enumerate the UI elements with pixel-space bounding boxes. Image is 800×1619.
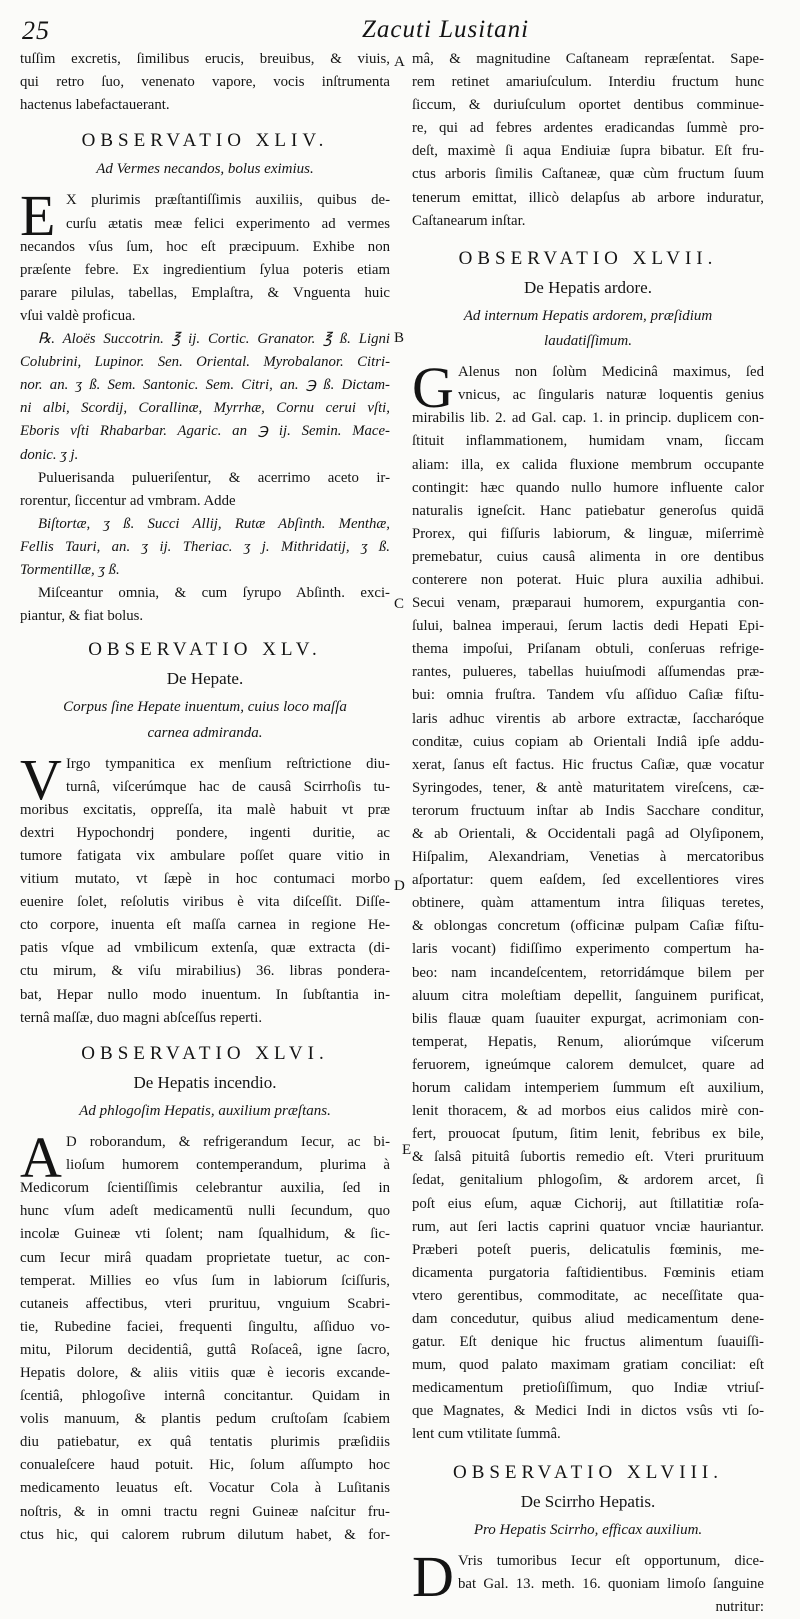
text-line: incolæ Guineæ vti ſolent; nam ſqualhidum, & ſic-: [20, 1226, 390, 1243]
text-line: ternâ maſſæ, duo magni abſceſſus reperti.: [20, 1009, 263, 1026]
text-line: & oblongas concretum (officinæ pulpam Caſiæ fiſtu-: [412, 918, 764, 935]
text-line: ctus arboris ſimilis Caſtaneæ, quæ cùm fructum ſuum: [412, 166, 764, 183]
observation-47-subtitle: laudatiſſimum.: [544, 333, 632, 350]
text-line: mirabilis lib. 2. ad Gal. cap. 1. in princip. duplicem con-: [412, 410, 764, 427]
text-line: Irgo tympanitica ex menſium reſtrictione diu-: [66, 755, 390, 772]
text-line: feruorem, igneúmque calorem demulcet, quare ad: [412, 1056, 764, 1073]
text-line: Hiſpalim, Alexandriam, Venetias à mercatoribus: [412, 849, 764, 866]
text-line: moribus excitatis, oppreſſa, ita malè habuit vt præ: [20, 801, 390, 818]
recipe-additions: [20, 513, 390, 582]
text-line: tumore fatigata vix ambulare poſſet quare vitio in: [20, 848, 390, 864]
running-title: Zacuti Lusitani: [362, 16, 530, 43]
margin-letter-e: E: [402, 1142, 412, 1158]
recipe-line: Fellis Tauri, an. ʒ ij. Theriac. ʒ j. Mithridatij, ʒ ß.: [20, 538, 390, 555]
text-line: beo: nam incandeſcentem, retorridámque bilem per: [412, 964, 764, 981]
recipe-line: Tormentillæ, ʒ ß.: [20, 561, 120, 578]
text-line: ſcentiâ, phlogoſive internâ concitantur. Quidam in: [20, 1388, 390, 1405]
text-line: D roborandum, & refrigerandum Iecur, ac bi-: [66, 1134, 390, 1151]
text-line: gatur. Eſt denique hic fructus alimentum ſuauiſſi-: [412, 1334, 764, 1351]
text-line: horum calidam intemperiem ſummum eſt auxilium,: [412, 1080, 764, 1097]
text-line: mitu, Pilorum decidentiâ, guttâ Roſaceâ, igne ſacro,: [20, 1341, 390, 1358]
text-line: cto corpore, inuenta eſt maſſa carnea in regione He-: [20, 917, 390, 934]
text-line: re, qui ad febres ardentes eradicandas ſummè pro-: [412, 120, 764, 137]
text-line: dam concedutur, quibus aliud medicamentum dene-: [412, 1310, 764, 1327]
drop-cap: E: [20, 183, 56, 249]
text-line: aliam: illa, ex calida fluxione membrum occupante: [412, 456, 764, 473]
text-line: dextri Hypochondrj pondere, ingenti duritie, ac: [20, 824, 390, 841]
left-column: [20, 48, 390, 1547]
text-line: conualeſcere haud potuit. Hic, ſolum aſſumpto hoc: [20, 1457, 390, 1474]
observation-45-body: [20, 746, 390, 1030]
text-line: thema impoſui, Priſanam obtuli, conſeruas refrige-: [412, 641, 764, 658]
observation-48-subtitle: Pro Hepatis Scirrho, efficax auxilium.: [473, 1521, 703, 1538]
observation-46-subtitle: Ad phlogoſim Hepatis, auxilium præſtans.: [79, 1102, 331, 1119]
text-line: vtero gerentibus, commoditate, ac neceſſitate qua-: [412, 1287, 764, 1304]
text-line: ctus hic, qui calorem rubrum dilutum habet, & for-: [20, 1526, 390, 1543]
text-line: fert, prouocat ſputum, ſitim lenit, febribus ex bile,: [412, 1126, 764, 1143]
text-line: necandos vſus ſum, hoc eſt præcipuum. Exhibe non: [20, 238, 390, 255]
text-line: premebatur, cuius causâ alimenta in ore dentibus: [412, 548, 764, 565]
text-line: rantes, pulueres, tabellas huiuſmodi aſſumendas præ-: [412, 664, 764, 681]
observation-46-body: [20, 1125, 390, 1547]
page-header: [22, 16, 770, 50]
text-line: laris vocant) fidiſſimo experimento compertum ha-: [412, 941, 764, 958]
page-number: 25: [22, 16, 50, 45]
observation-44-body: [20, 183, 390, 328]
observation-47-heading: OBSERVATIO XLVII.: [458, 247, 718, 269]
text-line: diu patiebatur, ex quâ tentatis plurimis præſidiis: [20, 1434, 390, 1451]
observation-47-subtitle: Ad internum Hepatis ardorem, præſidium: [463, 307, 713, 324]
text-line: ſului, balnea imperaui, ſerum lactis dedi Hepati Epi-: [412, 618, 764, 635]
text-line: contingit: hæc quando nullo humore influente calor: [412, 479, 764, 496]
text-line: temperat. Millies eo vſus ſum in labiorum ſciſſuris,: [20, 1272, 390, 1289]
text-line: deſt, maximè ſi aqua Endiuiæ ſupra bibatur. Eſt fru-: [412, 143, 764, 160]
text-line: X plurimis præſtantiſſimis auxiliis, quibus de-: [66, 192, 390, 209]
text-line: aſportatur: quem eaſdem, ſed excellentiores vires: [412, 872, 764, 889]
drop-cap: D: [412, 1543, 454, 1609]
recipe-line: nor. an. ʒ ß. Sem. Santonic. Sem. Citri, an. ℈ ß. Dictam-: [20, 377, 390, 394]
text-line: medicamentum pretioſiſſimum, quo Indiæ vtriuſ-: [412, 1380, 764, 1397]
text-line: conditæ, cuius copiam ab Orientali Indiâ ipſe addu-: [412, 733, 764, 750]
observation-48-heading: OBSERVATIO XLVIII.: [452, 1461, 724, 1483]
recipe-line: Eboris vſti Rhabarbar. Agaric. an ℈ ij. Semin. Mace-: [20, 423, 390, 440]
text-line: que Magnates, & Medici Indi in dictos vsûs vti ſo-: [412, 1403, 764, 1420]
catchword: nutritur:: [715, 1599, 764, 1615]
recipe-line: Colubrini, Lupinor. Sen. Oriental. Myrobalanor. Citri-: [20, 354, 390, 371]
text-line: ſtituit inflammationem, humidam vnam, ſiccam: [412, 433, 764, 450]
text-line: curſu ætatis meæ felici experimento ad vermes: [66, 215, 390, 232]
text-line: tuſſim excretis, ſimilibus erucis, breuibus, & viuis,: [20, 51, 390, 67]
text-line: rorentur, ſiccentur ad vmbram. Adde: [20, 492, 236, 509]
text-line: piantur, & fiat bolus.: [20, 608, 144, 625]
text-line: terorum fructuum inſtar ab Indis Sacchare conditur,: [412, 802, 764, 819]
margin-letter-c: C: [394, 596, 405, 612]
text-line: Syringodes, tener, & antè maturitatem vireſcens, cæ-: [412, 779, 764, 796]
observation-45-subheading: De Hepate.: [166, 669, 244, 689]
text-line: mâ, & magnitudine Caſtaneam repræſentat. Sape-: [412, 51, 764, 67]
text-line: naturalis igneſcit. Hanc patiebatur generoſus quidā: [412, 502, 764, 519]
observation-45-subtitle: Corpus ſine Hepate inuentum, cuius loco maſſa: [63, 699, 347, 716]
text-line: laris adhuc virentis ab arbore extractæ, ſaccharóque: [412, 710, 764, 727]
text-line: cutaneis affectibus, vteri prurituu, vnguium Scabri-: [20, 1295, 390, 1312]
text-line: & ab Orientali, & Occidentali pagâ ad Olyſiponem,: [412, 826, 764, 842]
text-line: tie, Rubedine faciei, frequenti ſingultu, aſſiduo vo-: [20, 1318, 390, 1335]
text-line: Puluerisanda pulueriſentur, & acerrimo aceto ir-: [38, 469, 390, 486]
text-line: bat, Hepar nullo modo inuentum. In ſubſtantia in-: [20, 986, 390, 1003]
text-line: bat Gal. 13. meth. 16. quoniam limoſo ſanguine: [458, 1575, 764, 1592]
text-line: obtinere, quàm attamentum intra ſiliquas teretes,: [412, 895, 764, 912]
recipe-line: Biſtortæ, ʒ ß. Succi Allij, Rutæ Abſinth. Menthæ,: [38, 515, 390, 532]
text-line: temperat, Hepatis, Renum, aliorúmque viſcerum: [412, 1033, 764, 1050]
observation-48-subheading: De Scirrho Hepatis.: [520, 1491, 656, 1511]
text-line: parare pilulas, tabellas, Emplaſtra, & Vnguenta huic: [20, 284, 390, 301]
text-line: qui retro ſuo, venenato vapore, vocis inſtrumenta: [20, 74, 390, 91]
text-line: vſui valdè proficua.: [20, 307, 136, 324]
observation-47-subheading: De Hepatis ardore.: [524, 277, 652, 297]
text-line: & ſalsâ pituitâ ſubortis remedio eſt. Vteri prurituum: [412, 1149, 764, 1166]
text-line: patis vſque ad vmbilicum extenſa, quæ extracta (di-: [20, 940, 390, 957]
recipe-line: ℞. Aloës Succotrin. ℥ ij. Cortic. Granator. ℥ ß. Ligni: [38, 331, 390, 348]
observation-48-body: [412, 1543, 764, 1619]
text-line: Hepatis dolore, & aliis vitiis quæ è iecoris excande-: [20, 1364, 390, 1381]
right-column: [412, 48, 764, 1619]
text-line: Medicorum ſcientiſſimis celebrantur auxilia, ſed in: [20, 1180, 390, 1197]
text-line: vnicus, ac ſingularis naturæ loquentis genius: [458, 387, 764, 404]
text-line: bilis flauæ quam ſuauiter expurgat, acrimoniam con-: [412, 1010, 764, 1027]
text-line: Secui venam, præparaui humorem, expurgantia con-: [412, 595, 764, 612]
observation-44-heading: OBSERVATIO XLIV.: [81, 130, 329, 152]
text-line: bui: omnia fruſtra. Tandem vſu aſſiduo Caſiæ fiſtu-: [412, 687, 764, 704]
text-line: tenerum emittat, illicò delapſus ab arbore induratur,: [412, 189, 764, 206]
text-line: noſtris, & in omni tractu regni Guineæ naſcitur fru-: [20, 1503, 390, 1520]
recipe-line: donic. ʒ j.: [20, 446, 79, 463]
text-line: ſiccum, & duriuſculum oportet dentibus comminue-: [412, 97, 764, 114]
text-line: rem retinet amariuſculum. Interdiu fructum hunc: [412, 74, 764, 91]
recipe: [20, 328, 390, 467]
text-line: xerat, ſanus eſt factus. Hic fructus Caſiæ, quæ vocatur: [412, 756, 764, 773]
observation-44-subtitle: Ad Vermes necandos, bolus eximius.: [96, 161, 314, 178]
text-line: vitium mutato, vt ſæpè in hoc contumaci morbo: [20, 871, 390, 888]
text-line: lenit thoracem, & ad morbos eius calidos mirè con-: [412, 1103, 764, 1120]
text-line: volis manuum, & plantis pedum cruſtoſam ſcabiem: [20, 1411, 390, 1428]
text-line: lent cum vtilitate ſummâ.: [412, 1426, 561, 1443]
text-line: turnâ, viſcerúmque hac de causâ Scirrhoſis tu-: [66, 778, 390, 795]
observation-45-heading: OBSERVATIO XLV.: [88, 639, 322, 661]
observation-47-body: [412, 355, 764, 1446]
text-line: ctu mirum, & viſu mirabilius) 36. libras pondera-: [20, 963, 390, 980]
text-line: Miſceantur omnia, & cum ſyrupo Abſinth. exci-: [38, 585, 390, 602]
text-line: rum, aut ſeri lactis caprini quatuor vnciæ hauriantur.: [412, 1218, 764, 1235]
text-line: conterere non poterat. Huic plura auxilia adhibui.: [412, 571, 764, 588]
text-line: cum Iecur mirâ quadam proprietate tuetur, ac con-: [20, 1249, 390, 1266]
text-line: mum, quod palato maximam gratiam conciliat: eſt: [412, 1357, 764, 1374]
text-line: lioſum humorem contemperandum, plurima à: [66, 1157, 390, 1174]
text-line: Præberi poteſt pueris, delicatulis fœminis, me-: [412, 1241, 764, 1258]
text-line: hactenus labefactauerant.: [20, 97, 170, 114]
margin-letter-d: D: [394, 878, 405, 894]
text-line: dicamenta purgatoria faſtidientibus. Fœminis etiam: [412, 1264, 764, 1281]
observation-45-subtitle: carnea admiranda.: [147, 724, 263, 741]
text-line: hunc vſum adeſt medicamentū nulli ſecundum, quo: [20, 1203, 390, 1220]
text-line: aluum citra moleſtiam depellit, ſanguinem purificat,: [412, 987, 764, 1004]
text-line: ſedat, genitalium phlogoſim, & ardorem arcet, ſi: [412, 1172, 764, 1189]
margin-letter-a: A: [394, 54, 405, 70]
text-line: Vris tumoribus Iecur eſt opportunum, dice-: [458, 1552, 764, 1569]
text-line: Caſtanearum inſtar.: [412, 212, 526, 229]
drop-cap: G: [412, 355, 454, 421]
recipe-line: ni albi, Scordij, Corallinæ, Myrrhæ, Cornu cerui vſti,: [20, 400, 390, 417]
drop-cap: A: [20, 1125, 62, 1191]
text-line: euenire ſolet, reſolutis viribus è vita diſceſſit. Diſſe-: [20, 894, 390, 911]
text-line: præſente febre. Ex ingredientium ſylua poteris etiam: [20, 261, 390, 278]
observation-46-subheading: De Hepatis incendio.: [133, 1072, 277, 1092]
text-line: medicamento leuatus eſt. Vocatur Cola à Luſitanis: [20, 1480, 390, 1497]
margin-letter-b: B: [394, 330, 405, 346]
text-line: Prorex, qui fiſſuris labiorum, & linguæ, miſerrimè: [412, 525, 764, 542]
text-line: Alenus non ſolùm Medicinâ maximus, ſed: [458, 364, 764, 381]
observation-46-heading: OBSERVATIO XLVI.: [81, 1042, 329, 1064]
text-line: poſt eius eſum, aquæ Cichorij, aut ſtillatitiæ roſa-: [412, 1195, 764, 1212]
drop-cap: V: [20, 746, 62, 812]
